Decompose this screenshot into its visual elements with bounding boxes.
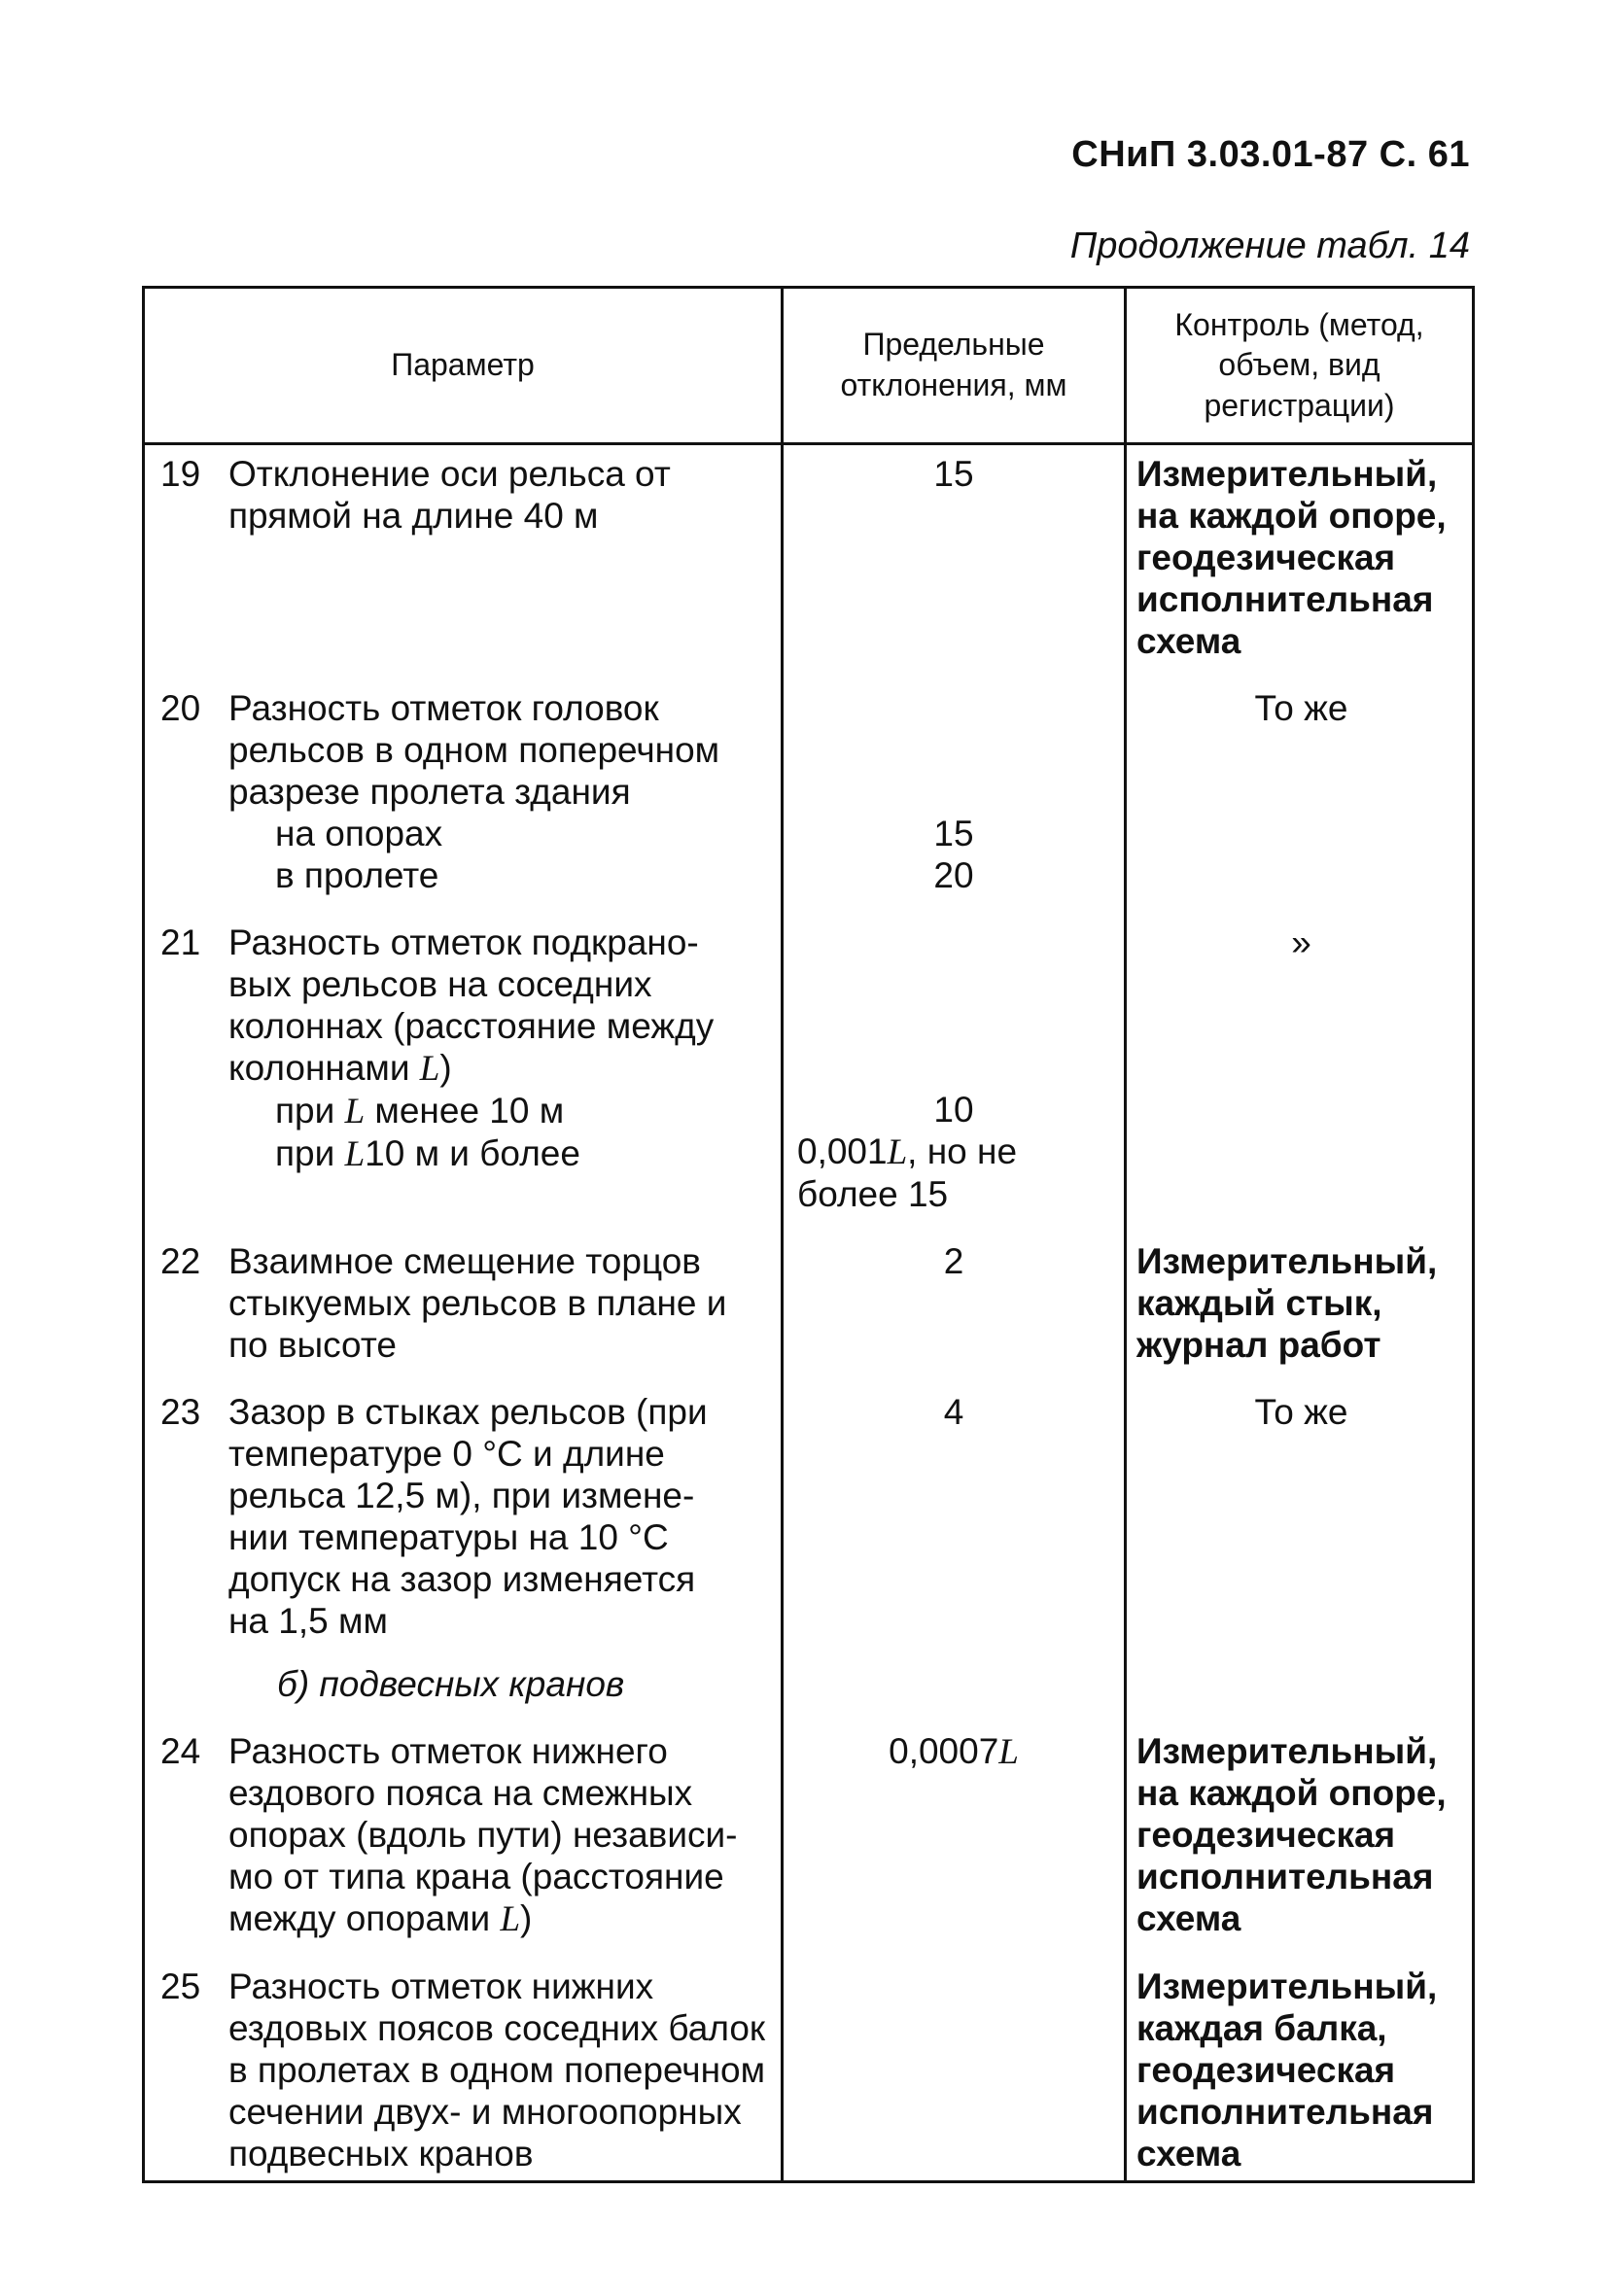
deviation-value: 10 <box>933 1090 974 1130</box>
param-line: опорах (вдоль пути) независи- <box>228 1815 738 1855</box>
param-line: по высоте <box>228 1325 397 1365</box>
control-line: Измерительный, <box>1136 454 1438 494</box>
param-line: вых рельсов на соседних <box>228 964 652 1004</box>
control-line: геодезическая <box>1136 538 1396 577</box>
param-line: допуск на зазор изменяется <box>228 1559 696 1599</box>
table-row-25 <box>144 1958 1474 2182</box>
section-row <box>144 1659 1474 1722</box>
param-line: на 1,5 мм <box>228 1601 388 1641</box>
param-line: рельса 12,5 м), при измене- <box>228 1476 695 1515</box>
table-row-21 <box>144 914 1474 1233</box>
row-number: 25 <box>160 1966 201 2006</box>
control-line: схема <box>1136 1898 1241 1938</box>
param-line: Разность отметок нижних <box>228 1966 654 2006</box>
param-line: температуре 0 °С и длине <box>228 1434 665 1474</box>
param-line: сечении двух- и многоопорных <box>228 2092 742 2132</box>
param-line: ездовых поясов соседних балок <box>228 2008 766 2048</box>
deviation-value: 2 <box>943 1241 964 1281</box>
param-subitem: в пролете <box>275 855 439 895</box>
table-row-23 <box>144 1383 1474 1659</box>
param-line: Разность отметок головок <box>228 688 659 728</box>
param-line: подвесных кранов <box>228 2134 534 2174</box>
param-subitem: при L10 м и более <box>275 1133 580 1174</box>
deviation-value: 20 <box>933 855 974 895</box>
control-line: каждый стык, <box>1136 1283 1382 1323</box>
control-line: геодезическая <box>1136 2050 1396 2090</box>
control-line: журнал работ <box>1136 1325 1381 1365</box>
control-line: Измерительный, <box>1136 1731 1438 1771</box>
table-row-20 <box>144 679 1474 914</box>
param-line: Отклонение оси рельса от <box>228 454 671 494</box>
section-title: б) подвесных кранов <box>277 1664 625 1704</box>
param-line: колоннах (расстояние между <box>228 1006 715 1046</box>
param-line: мо от типа крана (расстояние <box>228 1857 724 1896</box>
control-ditto-mark: » <box>1291 922 1311 962</box>
param-subitem: на опорах <box>275 814 443 853</box>
control-line: Измерительный, <box>1136 1241 1438 1281</box>
control-same: То же <box>1254 688 1348 728</box>
row-number: 23 <box>160 1392 201 1432</box>
deviation-value: 0,001L, но не <box>797 1131 1018 1172</box>
param-line: Взаимное смещение торцов <box>228 1241 701 1281</box>
row-number: 24 <box>160 1731 201 1771</box>
deviation-value: 4 <box>943 1392 964 1432</box>
header-control: Контроль (метод, объем, вид регистрации) <box>1126 288 1474 444</box>
control-line: исполнительная <box>1136 2092 1434 2132</box>
param-line: Зазор в стыках рельсов (при <box>228 1392 708 1432</box>
control-line: на каждой опоре, <box>1136 1773 1447 1813</box>
header-deviation: Предельные отклонения, мм <box>783 288 1126 444</box>
control-line: схема <box>1136 621 1241 661</box>
control-line: Измерительный, <box>1136 1966 1438 2006</box>
tolerance-table <box>142 286 1475 2183</box>
param-line: прямой на длине 40 м <box>228 496 599 536</box>
table-continuation-label: Продолжение табл. 14 <box>1069 226 1470 266</box>
param-line: рельсов в одном поперечном <box>228 730 720 770</box>
param-line: в пролетах в одном поперечном <box>228 2050 766 2090</box>
param-line: нии температуры на 10 °С <box>228 1517 669 1557</box>
table-row-24 <box>144 1722 1474 1958</box>
deviation-value: 0,0007L <box>889 1731 1019 1772</box>
table-row-19 <box>144 444 1474 680</box>
document-reference: СНиП 3.03.01-87 С. 61 <box>1071 134 1470 175</box>
control-line: каждая балка, <box>1136 2008 1387 2048</box>
control-line: исполнительная <box>1136 1857 1434 1896</box>
control-line: исполнительная <box>1136 579 1434 619</box>
table-row-22 <box>144 1233 1474 1383</box>
param-line: колоннами L) <box>228 1048 452 1089</box>
header-param: Параметр <box>144 288 783 444</box>
control-line: на каждой опоре, <box>1136 496 1447 536</box>
deviation-value: 15 <box>933 454 974 494</box>
param-line: Разность отметок подкрано- <box>228 922 699 962</box>
row-number: 20 <box>160 688 201 728</box>
row-number: 19 <box>160 454 201 494</box>
row-number: 21 <box>160 922 201 962</box>
control-line: схема <box>1136 2134 1241 2174</box>
param-subitem: при L менее 10 м <box>275 1091 565 1131</box>
param-line: стыкуемых рельсов в плане и <box>228 1283 727 1323</box>
deviation-value: более 15 <box>797 1174 949 1214</box>
param-line: ездового пояса на смежных <box>228 1773 693 1813</box>
deviation-value: 15 <box>933 814 974 853</box>
param-line: разрезе пролета здания <box>228 772 631 812</box>
control-same: То же <box>1254 1392 1348 1432</box>
param-line: между опорами L) <box>228 1898 533 1939</box>
row-number: 22 <box>160 1241 201 1281</box>
param-line: Разность отметок нижнего <box>228 1731 668 1771</box>
control-line: геодезическая <box>1136 1815 1396 1855</box>
